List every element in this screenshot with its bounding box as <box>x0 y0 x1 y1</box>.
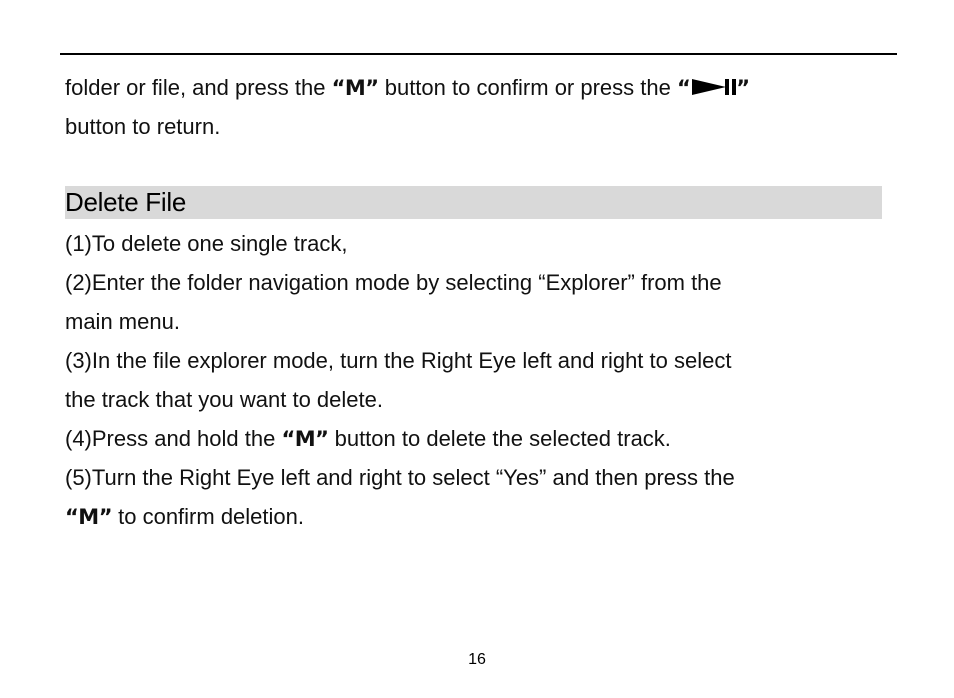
delete-steps <box>65 224 895 536</box>
m-button-label: “M” <box>331 76 379 100</box>
page-number: 16 <box>468 651 486 668</box>
m-button-label: “M” <box>281 427 329 451</box>
step-5-line-1: (5)Turn the Right Eye left and right to select “Yes” and then press the <box>65 465 735 490</box>
step-5-line-2 <box>65 497 895 536</box>
step-4-text-b: button to delete the selected track. <box>328 426 671 451</box>
step-2-line-1: (2)Enter the folder navigation mode by selecting “Explorer” from the <box>65 270 722 295</box>
step-4-text-a: (4)Press and hold the <box>65 426 282 451</box>
step-3-line-1: (3)In the file explorer mode, turn the Right Eye left and right to select <box>65 348 732 373</box>
intro-text-a: folder or file, and press the <box>65 75 332 100</box>
intro-line-1 <box>65 68 895 107</box>
intro-text-b: button to confirm or press the <box>378 75 677 100</box>
section-heading: Delete File <box>65 187 186 217</box>
quote-open: “ <box>676 76 691 100</box>
step-3-line-2: the track that you want to delete. <box>65 387 383 412</box>
header-rule <box>60 53 897 55</box>
step-2-line-2: main menu. <box>65 309 180 334</box>
section-heading-bar <box>65 186 882 219</box>
intro-line-2: button to return. <box>65 114 221 139</box>
intro-paragraph <box>65 68 895 146</box>
step-5-text: to confirm deletion. <box>112 504 304 529</box>
m-button-label: “M” <box>65 505 113 529</box>
play-pause-icon <box>690 77 736 97</box>
step-4 <box>65 419 895 458</box>
quote-close: ” <box>736 76 750 100</box>
step-1: (1)To delete one single track, <box>65 231 348 256</box>
